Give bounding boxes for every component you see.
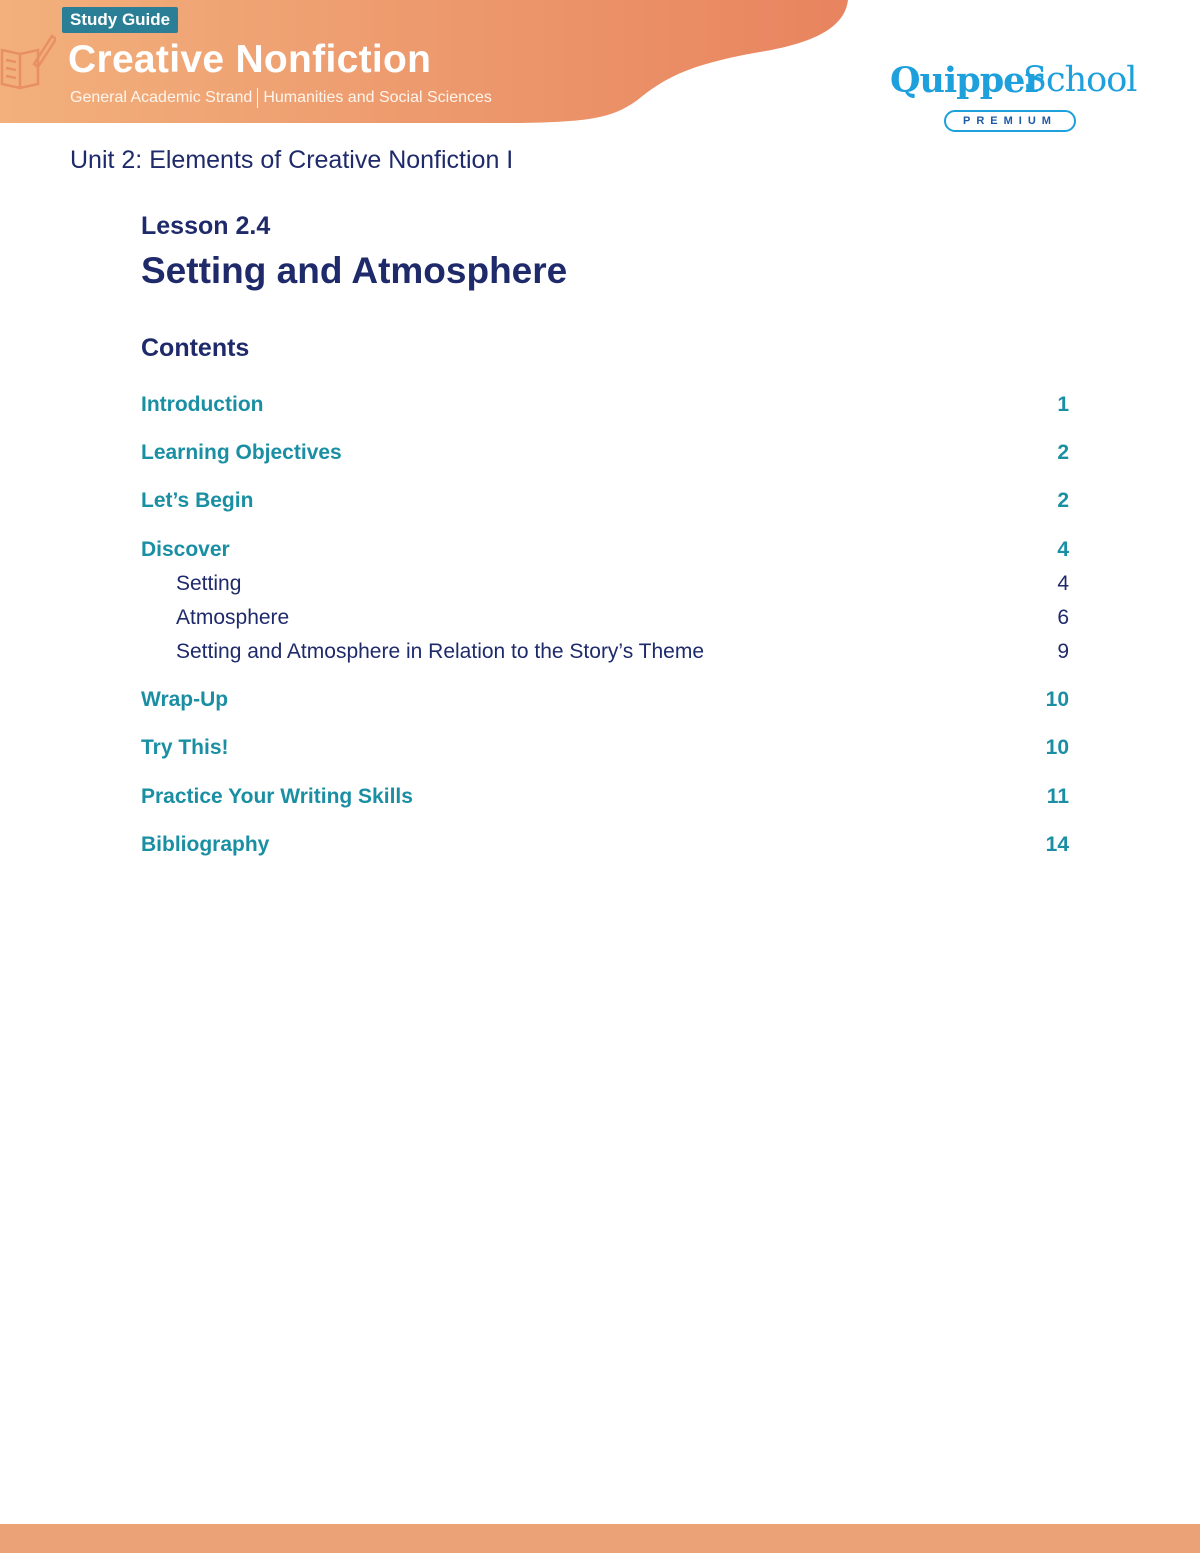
toc-row[interactable] — [141, 489, 1069, 523]
toc-row[interactable] — [141, 606, 1069, 640]
logo-quipper-text: Quipper — [890, 60, 1042, 101]
toc-title: Atmosphere — [176, 606, 290, 629]
track-label: Humanities and Social Sciences — [263, 89, 492, 107]
toc-row[interactable] — [141, 538, 1069, 572]
toc-page: 6 — [1057, 606, 1069, 629]
toc-page: 4 — [1057, 538, 1069, 561]
toc-page: 14 — [1045, 833, 1069, 856]
book-pencil-icon — [0, 30, 56, 94]
toc-row[interactable] — [141, 572, 1069, 606]
toc-title: Introduction — [141, 393, 264, 416]
lesson-title: Setting and Atmosphere — [141, 250, 568, 291]
toc-row[interactable] — [141, 393, 1069, 427]
toc-row[interactable] — [141, 833, 1069, 867]
toc-title: Setting — [176, 572, 242, 595]
toc-page: 9 — [1057, 640, 1069, 663]
quipper-school-logo — [890, 60, 1140, 135]
toc-title: Learning Objectives — [141, 441, 342, 464]
toc-row[interactable] — [141, 441, 1069, 475]
toc-page: 10 — [1045, 736, 1069, 759]
toc-page: 1 — [1057, 393, 1069, 416]
toc-title: Discover — [141, 538, 230, 561]
toc-title: Practice Your Writing Skills — [141, 785, 413, 808]
header-banner — [0, 0, 1200, 130]
contents-heading: Contents — [141, 334, 250, 362]
toc-page: 10 — [1045, 688, 1069, 711]
toc-title: Try This! — [141, 736, 229, 759]
toc-row[interactable] — [141, 785, 1069, 819]
course-title: Creative Nonfiction — [68, 38, 432, 81]
toc-title: Bibliography — [141, 833, 270, 856]
toc-title: Let’s Begin — [141, 489, 254, 512]
strand-divider — [257, 88, 258, 108]
unit-title: Unit 2: Elements of Creative Nonfiction I — [70, 146, 514, 174]
logo-premium-pill: PREMIUM — [944, 110, 1076, 132]
toc-page: 4 — [1057, 572, 1069, 595]
toc-page: 11 — [1046, 785, 1069, 808]
toc-row[interactable] — [141, 736, 1069, 770]
toc-page: 2 — [1057, 489, 1069, 512]
toc-title: Setting and Atmosphere in Relation to the Story’s Theme — [176, 640, 705, 663]
toc-row[interactable] — [141, 640, 1069, 674]
toc-row[interactable] — [141, 688, 1069, 722]
strand-line — [70, 88, 492, 108]
footer-bar — [0, 1524, 1200, 1553]
toc-page: 2 — [1057, 441, 1069, 464]
logo-school-text: School — [1023, 60, 1137, 100]
study-guide-badge: Study Guide — [62, 7, 178, 33]
toc-title: Wrap-Up — [141, 688, 229, 711]
strand-label: General Academic Strand — [70, 89, 253, 107]
lesson-number: Lesson 2.4 — [141, 212, 271, 240]
